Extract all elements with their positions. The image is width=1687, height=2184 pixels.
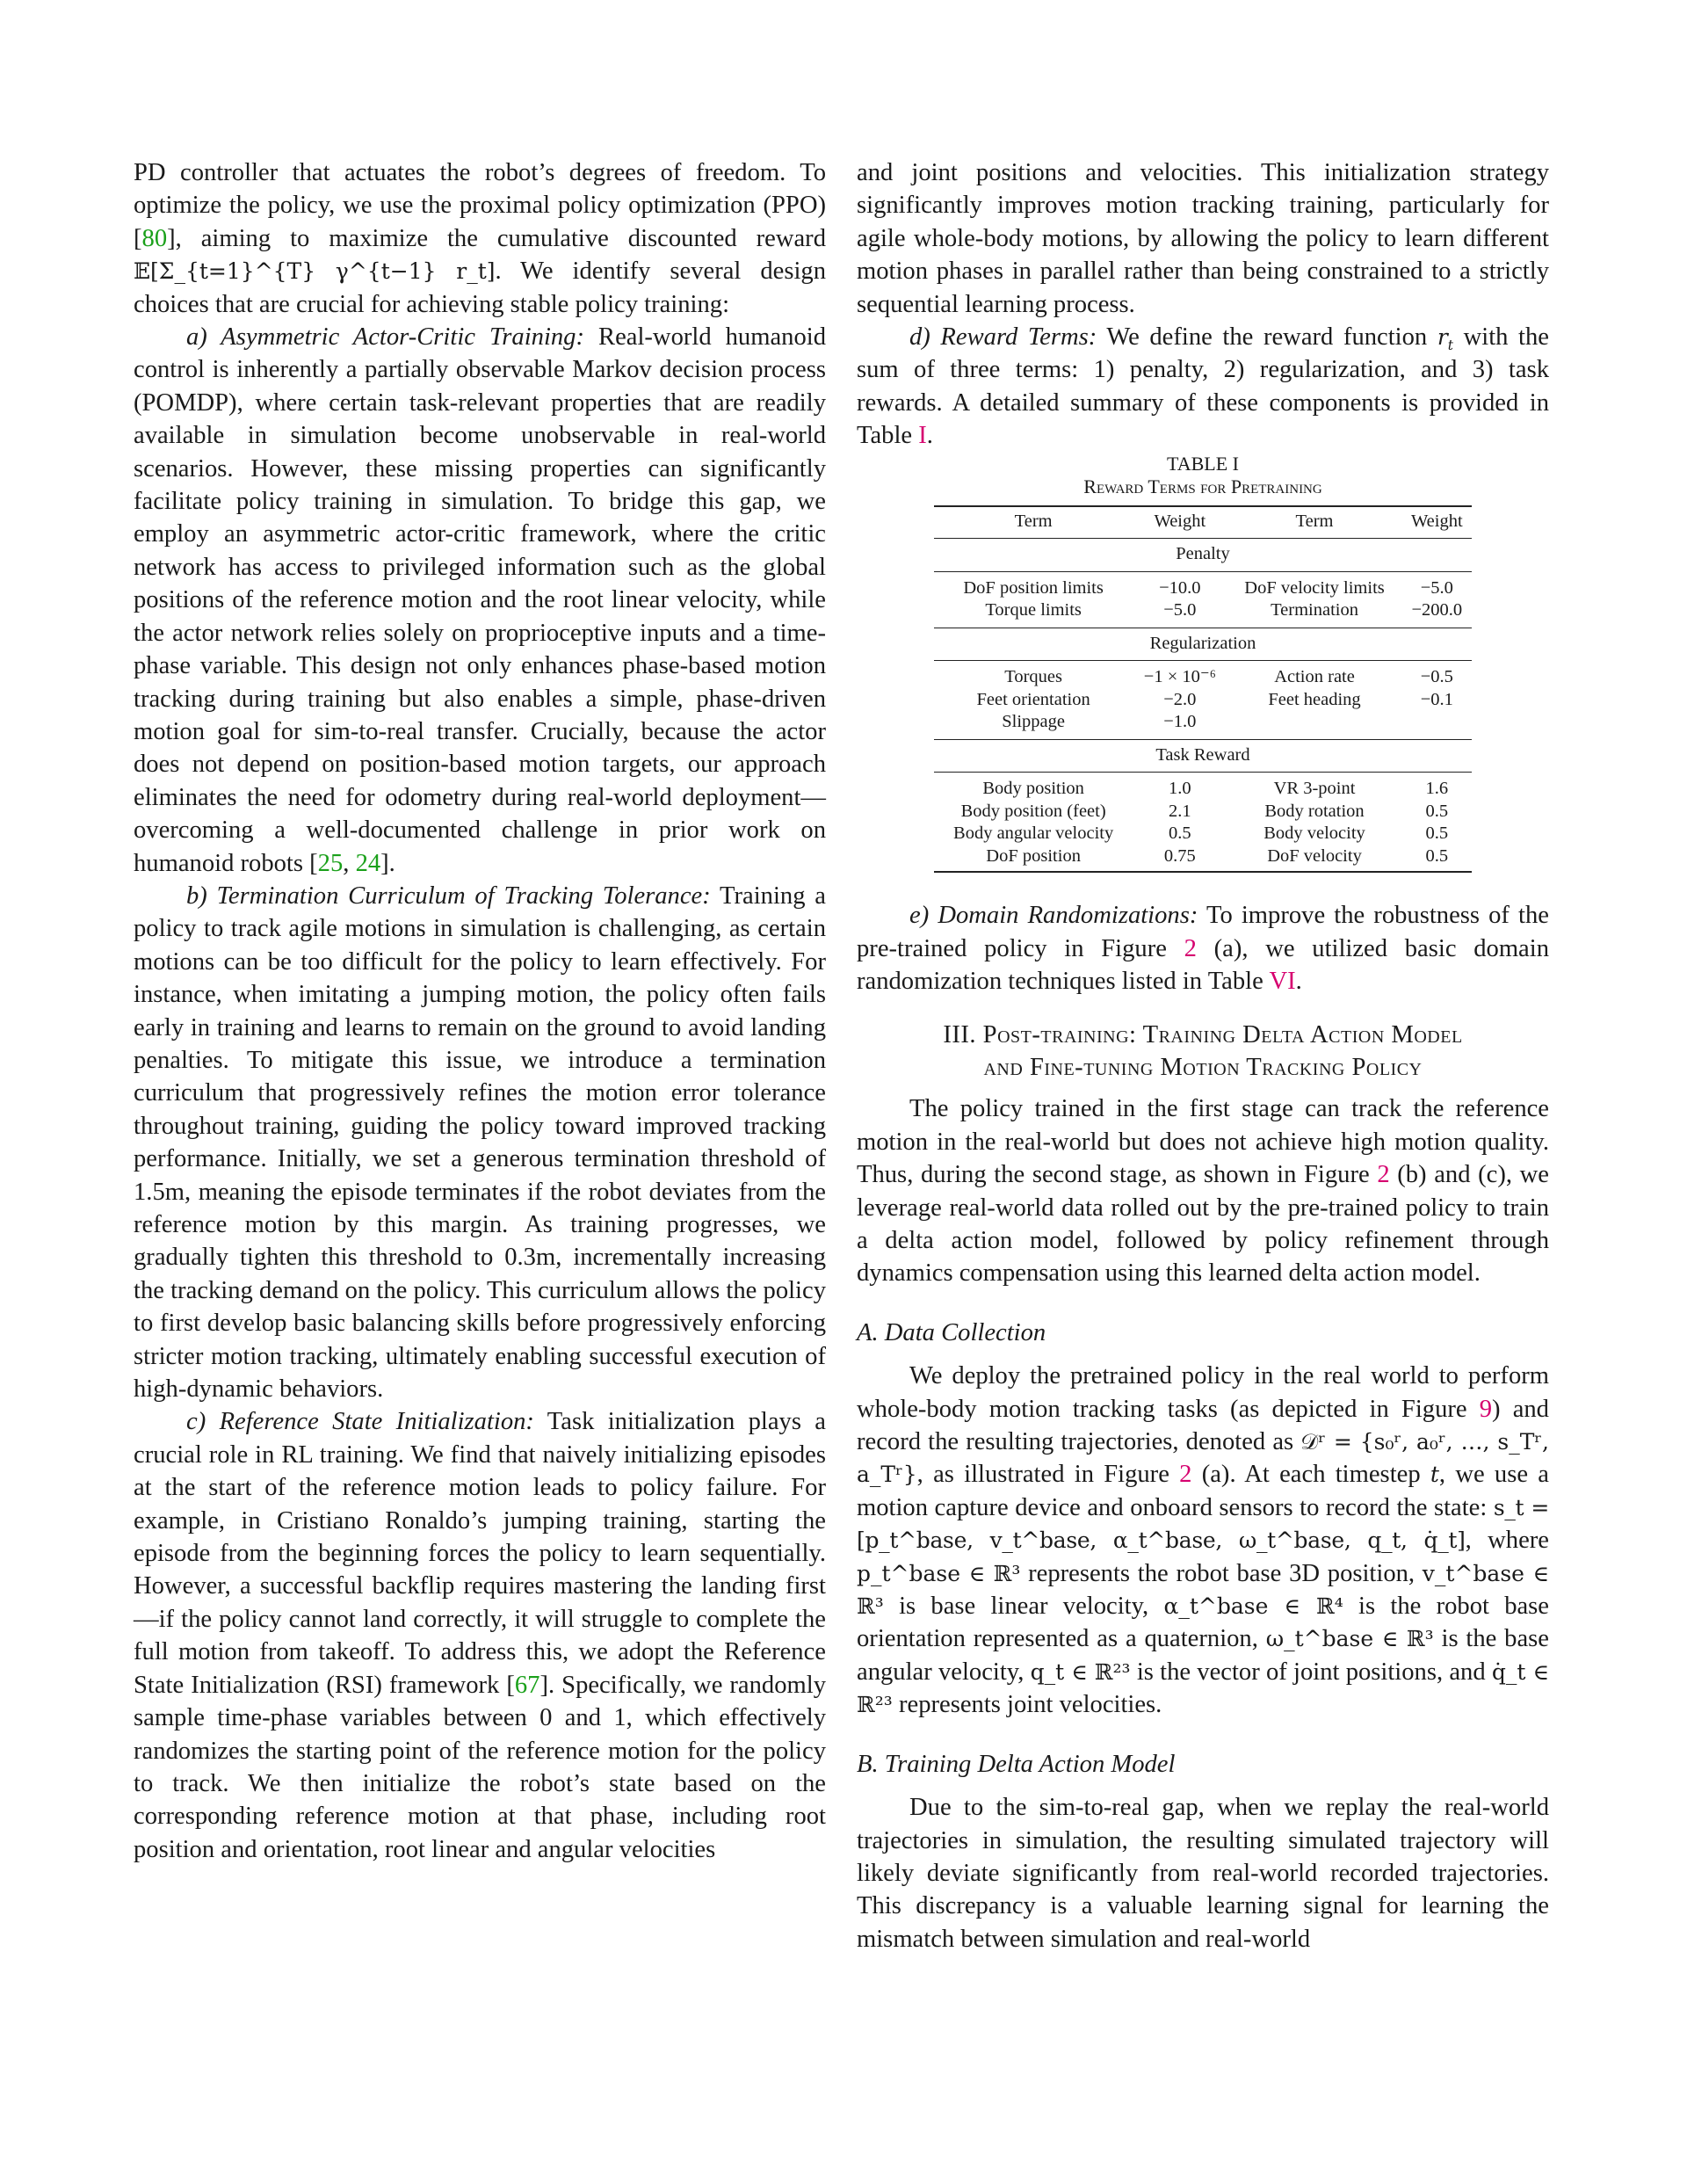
paragraph-reward-terms	[857, 321, 1549, 453]
table-cell: 0.5	[1425, 824, 1449, 844]
subsection-heading-data-collection: A. Data Collection	[857, 1318, 1046, 1346]
paragraph-body: The policy trained in the first stage can track the reference motion in the real-world but does not achieve high motion quality. Thus, during the second stage, as shown in Figure	[857, 1095, 1549, 1189]
table-cell: −0.5	[1420, 667, 1453, 687]
table-cell: 1.6	[1425, 779, 1449, 799]
reward-variable: $r_t$	[1437, 324, 1454, 354]
paragraph-heading: e) Domain Randomizations:	[909, 902, 1198, 930]
figure-ref-link[interactable]: 2	[1184, 934, 1197, 962]
table-group-row	[934, 628, 1472, 661]
table-header-cell: Term	[934, 506, 1133, 539]
reward-expectation-formula: 𝔼[Σ_{t=1}^{T} γ^{t−1} r_t]	[134, 258, 496, 285]
table-header-row	[934, 506, 1472, 539]
table-ref-link[interactable]: VI	[1269, 967, 1296, 995]
position-formula: p_t^base ∈ ℝ³	[857, 1560, 1021, 1586]
table-cell	[1402, 711, 1472, 739]
citation-link[interactable]: 67	[514, 1671, 540, 1699]
paragraph-heading: d) Reward Terms:	[909, 323, 1097, 352]
continued-paragraph: and joint positions and velocities. This initialization strategy significantly improves motion tracking training, particularly for agile whole-body motions, by allowing the policy to learn different motion phases in parallel rather than being constrained to a strictly sequential learning process.	[857, 159, 1549, 318]
table-row	[934, 711, 1472, 739]
table-group-label: Task Reward	[934, 739, 1472, 773]
left-column	[134, 156, 826, 1866]
angular-velocity-formula: ω_t^base ∈ ℝ³	[1265, 1626, 1434, 1652]
table-group-label: Regularization	[934, 628, 1472, 661]
table-row	[934, 599, 1472, 628]
section-heading-line-1: III. Post-training: Training Delta Action Model	[943, 1021, 1463, 1049]
table-cell: −200.0	[1402, 599, 1472, 628]
dataset-formula: 𝒟ʳ = {s₀ʳ, a₀ʳ, …, s_Tʳ, a_Tʳ}	[857, 1429, 1549, 1488]
text: We deploy the pretrained policy in the real world to perform whole-body motion tracking tasks (as depicted in Figure	[857, 1362, 1549, 1423]
paragraph-body: We define the reward function	[1097, 323, 1437, 352]
paragraph-termination-curriculum	[134, 880, 826, 1406]
joint-velocity-formula: q̇_t ∈ ℝ²³	[857, 1658, 1549, 1718]
paragraph-heading: b) Termination Curriculum of Tracking Tolerance:	[186, 882, 711, 910]
text: , where	[1465, 1527, 1549, 1555]
table-cell: Body position	[982, 779, 1084, 799]
paragraph-body-cont: (a), we utilized basic domain randomization techniques listed in Table	[857, 934, 1549, 995]
table-group-label: Penalty	[934, 539, 1472, 572]
text: is base linear velocity,	[883, 1593, 1164, 1621]
velocity-formula: v_t^base ∈ ℝ³	[857, 1560, 1549, 1620]
table-row	[934, 845, 1472, 873]
table-cell: DoF velocity limits	[1244, 577, 1385, 598]
citation-link[interactable]: 24	[355, 849, 381, 877]
figure-ref-link[interactable]: 2	[1179, 1461, 1192, 1489]
table-cell: −1.0	[1133, 711, 1227, 739]
table-cell	[1227, 711, 1401, 739]
figure-ref-link[interactable]: 2	[1377, 1161, 1390, 1189]
paragraph-reference-state-init	[134, 1405, 826, 1866]
table-group-row	[934, 739, 1472, 773]
joint-position-formula: q_t ∈ ℝ²³	[1030, 1658, 1131, 1685]
citation-separator: ,	[343, 849, 356, 877]
text: is the base angular velocity,	[857, 1625, 1549, 1686]
table-cell: DoF position limits	[963, 577, 1104, 598]
table-cell: −1 × 10⁻⁶	[1143, 667, 1216, 687]
table-cell: Termination	[1227, 599, 1401, 628]
text: is the vector of joint positions, and	[1130, 1658, 1492, 1686]
timestep-variable: t	[1430, 1462, 1439, 1488]
table-cell: Feet orientation	[976, 689, 1090, 709]
text: represents the robot base 3D position,	[1020, 1559, 1423, 1587]
paragraph-domain-randomization	[857, 899, 1549, 998]
table-cell: −5.0	[1133, 599, 1227, 628]
table-ref-link[interactable]: I	[918, 422, 927, 450]
table-cell: −5.0	[1420, 577, 1453, 598]
table-cell: −10.0	[1159, 577, 1201, 598]
text: is the robot base orientation represented as a quaternion,	[857, 1593, 1549, 1653]
table-row	[934, 801, 1472, 824]
section-intro-paragraph	[857, 1092, 1549, 1289]
paragraph-delta-action: Due to the sim-to-real gap, when we replay the real-world trajectories in simulation, the resulting simulated trajectory will likely deviate significantly from real-world recorded trajectories. This discrepancy is a valuable learning signal for learning the mismatch between simulation and real-world	[857, 1794, 1549, 1953]
orientation-formula: α_t^base ∈ ℝ⁴	[1163, 1593, 1343, 1620]
right-column	[857, 156, 1549, 1955]
table-cell: 1.0	[1169, 779, 1191, 799]
table-cell: Body position (feet)	[960, 801, 1106, 821]
table-cell: Feet heading	[1268, 689, 1361, 709]
table-cell: Slippage	[934, 711, 1133, 739]
subsection-heading-delta-action: B. Training Delta Action Model	[857, 1750, 1176, 1778]
section-heading-line-2: and Fine-tuning Motion Tracking Policy	[983, 1054, 1423, 1082]
paragraph-heading: a) Asymmetric Actor-Critic Training:	[186, 323, 585, 352]
table-header-cell: Weight	[1402, 506, 1472, 539]
table-cell: Action rate	[1274, 667, 1355, 687]
period: .	[926, 422, 933, 450]
table-cell: 0.5	[1402, 845, 1472, 873]
table-row	[934, 823, 1472, 845]
table-cell: Body angular velocity	[953, 824, 1114, 844]
state-formula: s_t = [p_t^base, v_t^base, α_t^base, ω_t^base, q_t, q̇_t]	[857, 1494, 1549, 1554]
intro-text-1: PD controller that actuates the robot’s degrees of freedom. To optimize the policy, we use the proximal policy optimization (PPO) [	[134, 159, 826, 252]
text: ) and record the resulting trajectories, denoted as	[857, 1395, 1549, 1456]
paragraph-body: Training a policy to track agile motions in simulation is challenging, as certain motions can be too difficult for the policy to learn effectively. For instance, when imitating a jumping motion, the policy often fails early in training and learns to remain on the ground to avoid landing penalties. To mitigate this issue, we introduce a termination curriculum that progressively refines the motion error tolerance throughout training, guiding the policy toward improved tracking performance. Initially, we set a generous termination threshold of 1.5m, meaning the episode terminates if the robot deviates from the reference motion by this margin. As training progresses, we gradually tighten this threshold to 0.3m, incrementally increasing the tracking demand on the policy. This curriculum allows the policy to first develop basic balancing skills before progressively enforcing stricter motion tracking, ultimately enabling successful execution of high-dynamic behaviors.	[134, 882, 826, 1404]
table-cell: Body rotation	[1264, 801, 1365, 821]
citation-link[interactable]: 25	[317, 849, 344, 877]
table-cell: 0.5	[1169, 824, 1191, 844]
table-cell: 0.75	[1133, 845, 1227, 873]
table-header-cell: Term	[1227, 506, 1401, 539]
paragraph-body: Real-world humanoid control is inherently a partially observable Markov decision process (POMDP), where certain task-relevant properties that are readily available in simulation become unobservable in real-world scenarios. However, these missing properties can significantly facilitate policy training in simulation. To bridge this gap, we employ an asymmetric actor-critic framework, where the critic network has access to privileged information such as the global positions of the reference motion and the root linear velocity, while the actor network relies solely on proprioceptive inputs and a time-phase variable. This design not only enhances phase-based motion tracking during training but also enables a simple, phase-driven motion goal for sim-to-real transfer. Crucially, because the actor does not depend on position-based motion targets, our approach eliminates the need for odometry during real-world deployment—overcoming a well-documented challenge in prior work on humanoid robots [	[134, 323, 826, 877]
table-header-cell: Weight	[1133, 506, 1227, 539]
paragraph-asymmetric-actor-critic	[134, 321, 826, 880]
table-cell: DoF velocity	[1227, 845, 1401, 873]
text: (a). At each timestep	[1191, 1461, 1430, 1489]
intro-paragraph	[134, 156, 826, 321]
table-label: TABLE I	[1167, 452, 1239, 475]
paragraph-body-cont: ]. Specifically, we randomly sample time-phase variables between 0 and 1, which effectively randomizes the starting point of the reference motion for the policy to track. We then initialize the robot’s state based on the corresponding reference motion at that phase, including root position and orientation, root linear and angular velocities	[134, 1671, 826, 1863]
table-cell: VR 3-point	[1273, 779, 1356, 799]
figure-ref-link[interactable]: 9	[1479, 1395, 1493, 1423]
citation-close: ].	[380, 849, 395, 877]
table-cell: −2.0	[1163, 689, 1197, 709]
text: , as illustrated in Figure	[916, 1461, 1180, 1489]
paragraph-body-cont: with the sum of three terms: 1) penalty, 2) regularization, and 3) task rewards. A detailed summary of these components is provided in Table	[857, 323, 1549, 450]
table-row	[934, 571, 1472, 599]
citation-link[interactable]: 80	[141, 224, 168, 252]
text: , we use a motion capture device and onboard sensors to record the state:	[857, 1461, 1549, 1521]
table-cell: Torques	[1004, 667, 1062, 687]
table-cell: Body velocity	[1263, 824, 1365, 844]
section-heading	[857, 1019, 1549, 1084]
paragraph-data-collection	[857, 1360, 1549, 1721]
table-row	[934, 661, 1472, 689]
table-cell: −0.1	[1420, 689, 1453, 709]
text: represents joint velocities.	[892, 1691, 1162, 1719]
intro-text-2: ], aiming to maximize the cumulative discounted reward	[167, 224, 826, 252]
table-row	[934, 689, 1472, 712]
table-cell: 2.1	[1169, 801, 1191, 821]
reward-table	[934, 505, 1472, 874]
table-cell: DoF position	[934, 845, 1133, 873]
paragraph-body: Task initialization plays a crucial role in RL training. We find that naively initializing episodes at the start of the reference motion leads to policy failure. For example, in Cristiano Ronaldo’s jumping training, starting the episode from the beginning forces the policy to learn sequentially. However, a successful backflip requires mastering the landing first—if the policy cannot land correctly, it will struggle to complete the full motion from takeoff. To address this, we adopt the Reference State Initialization (RSI) framework [	[134, 1408, 827, 1699]
table-row	[934, 773, 1472, 801]
table-cell: 0.5	[1425, 801, 1449, 821]
paragraph-body-cont: (b) and (c), we leverage real-world data rolled out by the pre-trained policy to train a delta action model, followed by policy refinement through dynamics compensation using this learned delta action model.	[857, 1161, 1549, 1288]
paragraph-body: To improve the robustness of the pre-trained policy in Figure	[857, 902, 1549, 962]
intro-text-3: . We identify several design choices that are crucial for achieving stable policy training:	[134, 258, 827, 318]
table-cell: Torque limits	[934, 599, 1133, 628]
table-caption: Reward Terms for Pretraining	[1083, 475, 1322, 497]
table-group-row	[934, 539, 1472, 572]
period: .	[1295, 967, 1302, 995]
paragraph-heading: c) Reference State Initialization:	[186, 1408, 534, 1436]
